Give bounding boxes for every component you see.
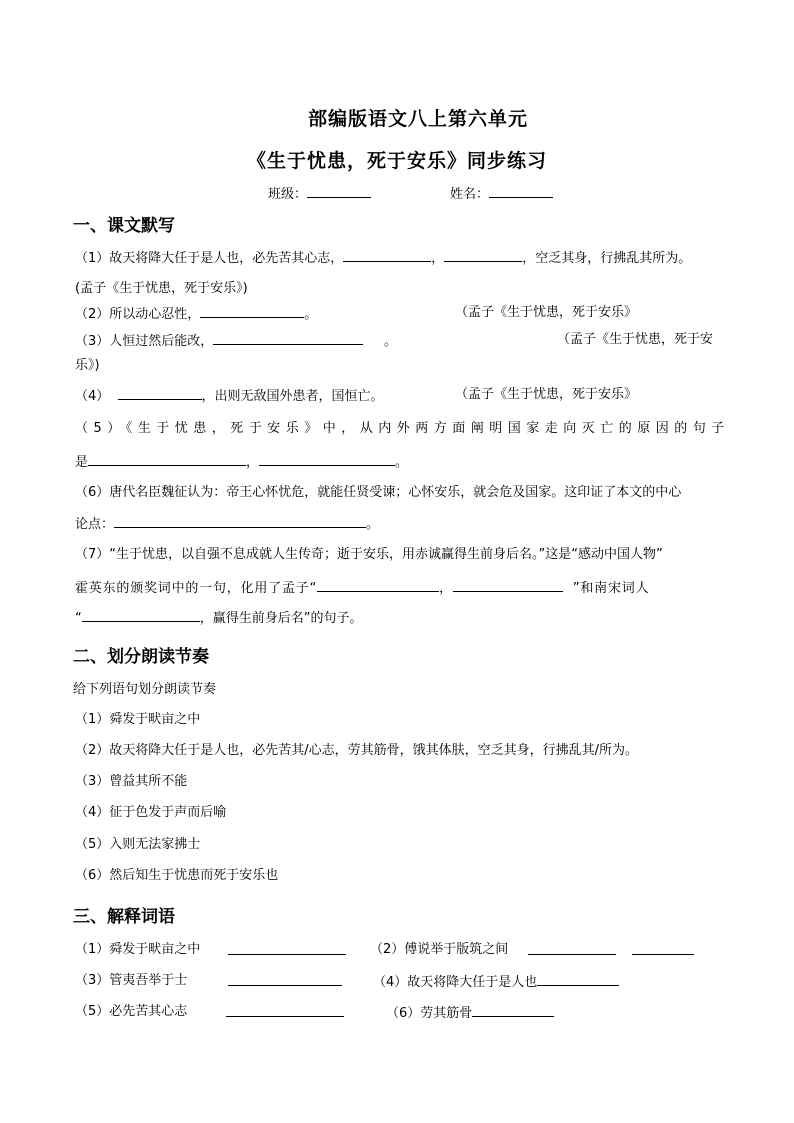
question-2 [75, 304, 317, 324]
question-text: “ [75, 611, 82, 626]
punctuation: 。 [395, 455, 409, 470]
question-text: （1）舜发于畎亩之中 [75, 942, 201, 957]
question-4 [75, 386, 384, 406]
list-item: （4）征于色发于声而后喻 [75, 805, 227, 820]
vocab-item [370, 941, 508, 959]
answer-blank[interactable] [228, 941, 346, 955]
question-text: （1）故天将降大任于是人也，必先苦其心志， [75, 251, 344, 266]
section-2-intro: 给下列语句划分朗读节奏 [73, 682, 217, 697]
list-item: （5）入则无法家拂士 [75, 837, 201, 852]
question-text: （4） [75, 389, 110, 404]
name-field [450, 183, 553, 202]
question-2-source: （孟子《生于忧患，死于安乐》 [455, 305, 638, 320]
list-item: （6）然后知生于忧患而死于安乐也 [75, 868, 279, 883]
answer-blank[interactable] [528, 941, 616, 955]
question-text: （6）劳其筋骨 [386, 1006, 473, 1021]
question-3 [75, 331, 397, 351]
list-item: （2）故天将降大任于是人也，必先苦其/心志，劳其筋骨，饿其体肤，空乏其身，行拂乱其/所为。 [75, 743, 639, 758]
answer-blank[interactable] [213, 331, 363, 345]
class-label: 班级： [268, 187, 308, 202]
question-6: （6）唐代名臣魏征认为：帝王心怀忧危，就能任贤受谏；心怀安乐，就会危及国家。这印证了本文的中心 [75, 485, 682, 500]
punctuation: 。 [304, 307, 318, 322]
question-text: （2）傅说举于版筑之间 [370, 942, 509, 957]
name-blank[interactable] [489, 184, 553, 198]
answer-blank[interactable] [259, 452, 395, 466]
question-text: 霍英东的颁奖词中的一句，化用了孟子“ [75, 581, 318, 596]
answer-blank[interactable] [200, 304, 304, 318]
question-7-line3 [75, 608, 363, 628]
answer-blank[interactable] [88, 452, 246, 466]
answer-blank[interactable] [114, 514, 366, 528]
question-text: 论点： [75, 517, 115, 532]
answer-blank[interactable] [317, 578, 439, 592]
punctuation: 。 [366, 517, 380, 532]
section-heading-rhythm: 二、划分朗读节奏 [73, 647, 209, 667]
vocab-item [373, 972, 619, 992]
answer-blank[interactable] [444, 248, 522, 262]
question-7-line2: 霍英东的颁奖词中的一句，化用了孟子“ ， ”和南宋词人 [75, 578, 649, 598]
question-text: （5）必先苦其心志 [75, 1004, 188, 1019]
list-item: （1）舜发于畎亩之中 [75, 712, 201, 727]
question-6-answer [75, 514, 379, 534]
vocab-item [75, 1003, 187, 1021]
question-text: ，出则无敌国外患者，国恒亡。 [201, 389, 384, 404]
question-3-source-cont: 乐》) [75, 358, 100, 373]
question-text: ，空乏其身，行拂乱其所为。 [522, 251, 692, 266]
section-heading-recitation: 一、课文默写 [73, 216, 175, 236]
answer-blank[interactable] [118, 386, 202, 400]
question-5-answer: 是 ， 。 [75, 452, 408, 472]
question-7: （7）“生于忧患，以自强不息成就人生传奇；逝于安乐，用赤诚赢得生前身后名。”这是“感动中国人物” [75, 547, 663, 562]
vocab-item [386, 1003, 554, 1023]
answer-blank[interactable] [632, 941, 694, 955]
page-subtitle: 《生于忧患，死于安乐》同步练习 [246, 150, 547, 172]
answer-blank[interactable] [453, 578, 563, 592]
answer-blank[interactable] [343, 248, 431, 262]
answer-blank[interactable] [226, 1003, 344, 1017]
name-label: 姓名： [450, 187, 490, 202]
question-text: （2）所以动心忍性， [75, 307, 201, 322]
question-1: （1）故天将降大任于是人也，必先苦其心志， ， ，空乏其身，行拂乱其所为。 [75, 248, 691, 268]
page-title: 部编版语文八上第六单元 [307, 108, 528, 130]
vocab-item [75, 941, 200, 959]
question-text: ，赢得生前身后名”的句子。 [199, 611, 363, 626]
answer-blank[interactable] [537, 972, 619, 986]
question-text: 是 [75, 455, 89, 470]
answer-blank[interactable] [472, 1003, 554, 1017]
question-text: （3）管夷吾举于士 [75, 973, 188, 988]
question-text: ”和南宋词人 [572, 581, 650, 596]
question-4-source: （孟子《生于忧患，死于安乐》 [455, 387, 638, 402]
question-text: （3）人恒过然后能改， [75, 334, 214, 349]
class-field [268, 183, 371, 202]
answer-blank[interactable] [82, 608, 200, 622]
question-text: （4）故天将降大任于是人也 [373, 975, 538, 990]
section-heading-vocabulary: 三、解释词语 [73, 907, 175, 927]
question-1-source: (孟子《生于忧患，死于安乐》) [75, 281, 248, 296]
list-item: （3）曾益其所不能 [75, 774, 188, 789]
answer-blank[interactable] [228, 972, 342, 986]
class-blank[interactable] [307, 184, 371, 198]
question-5: （5）《生于忧患，死于安乐》中，从内外两方面阐明国家走向灭亡的原因的句子 [75, 421, 730, 436]
vocab-item [75, 972, 187, 990]
punctuation: 。 [383, 334, 397, 349]
question-3-source: （孟子《生于忧患，死于安 [557, 332, 714, 347]
